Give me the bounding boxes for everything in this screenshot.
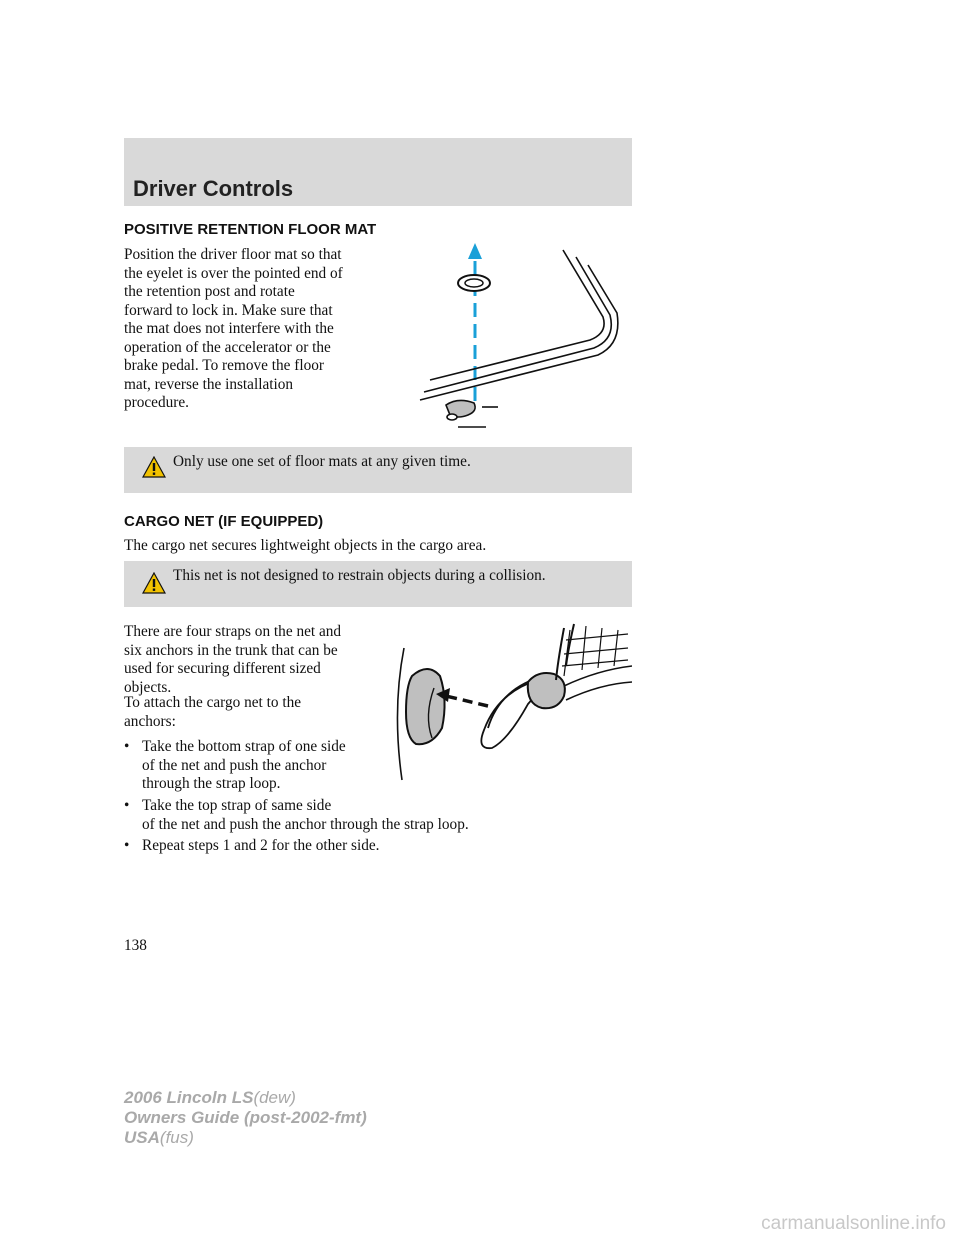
net-strap xyxy=(564,666,632,700)
attach-intro xyxy=(124,694,301,731)
step-line: of the net and push the anchor xyxy=(142,756,327,774)
cargo-net-paragraph xyxy=(124,623,341,697)
step-line: Repeat steps 1 and 2 for the other side. xyxy=(142,837,380,854)
paragraph-line: There are four straps on the net and xyxy=(124,623,342,640)
bullet: • xyxy=(124,837,130,854)
paragraph-line: procedure. xyxy=(124,394,189,411)
paragraph-line: the mat does not interfere with the xyxy=(124,320,334,337)
paragraph-line: operation of the accelerator or the xyxy=(124,338,331,356)
cargo-net-anchor xyxy=(406,669,445,744)
cargo-net-heading: CARGO NET (IF EQUIPPED) xyxy=(124,513,324,530)
warning-text: This net is not designed to restrain objects during a collision. xyxy=(173,567,546,584)
paragraph-line: forward to lock in. Make sure that xyxy=(124,301,333,319)
cargo-net-anchor-illustration xyxy=(388,620,632,788)
step-line: Take the bottom strap of one side xyxy=(142,738,346,755)
paragraph-line: six anchors in the trunk that can be xyxy=(124,641,338,659)
strap-slider xyxy=(528,673,565,708)
paragraph-line: To attach the cargo net to the xyxy=(124,694,302,711)
document-footer xyxy=(124,1088,367,1148)
arrow-up-icon xyxy=(468,243,482,259)
floor-mat-paragraph xyxy=(124,246,343,413)
trunk-panel-lines xyxy=(397,648,404,780)
footer-market-code: (fus) xyxy=(159,1128,194,1147)
step-line: of the net and push the anchor through the strap loop. xyxy=(142,815,469,833)
warning-cargo-net xyxy=(124,561,632,607)
floor-mat-edge xyxy=(420,250,618,400)
paragraph-line: brake pedal. To remove the floor xyxy=(124,357,324,374)
warning-floor-mats xyxy=(124,447,632,493)
footer-market: USA xyxy=(124,1128,160,1147)
paragraph-line: mat, reverse the installation xyxy=(124,375,294,393)
retention-post xyxy=(446,400,498,427)
paragraph-line: Position the driver floor mat so that xyxy=(124,246,342,263)
paragraph-line: the retention post and rotate xyxy=(124,283,295,300)
watermark: carmanualsonline.info xyxy=(761,1213,946,1234)
footer-guide: Owners Guide (post-2002-fmt) xyxy=(124,1108,367,1127)
page-number: 138 xyxy=(124,937,147,954)
paragraph-line: anchors: xyxy=(124,712,176,730)
step-line: through the strap loop. xyxy=(142,775,281,792)
warning-text: Only use one set of floor mats at any given time. xyxy=(173,453,471,470)
paragraph-line: the eyelet is over the pointed end of xyxy=(124,264,343,282)
warning-triangle-icon xyxy=(142,572,166,594)
bullet: • xyxy=(124,738,130,755)
step-line: Take the top strap of same side xyxy=(142,797,332,814)
footer-model-code: (dew) xyxy=(253,1088,296,1107)
floor-mat-retention-illustration xyxy=(400,235,632,435)
floor-mat-heading: POSITIVE RETENTION FLOOR MAT xyxy=(124,221,377,238)
warning-triangle-icon xyxy=(142,456,166,478)
mat-eyelet xyxy=(458,275,490,291)
bullet: • xyxy=(124,797,130,814)
paragraph-line: objects. xyxy=(124,678,172,696)
page-header-title: Driver Controls xyxy=(133,176,294,201)
paragraph-line: used for securing different sized xyxy=(124,660,321,677)
footer-model: 2006 Lincoln LS xyxy=(124,1088,254,1107)
cargo-net-intro: The cargo net secures lightweight objects in the cargo area. xyxy=(124,537,487,554)
